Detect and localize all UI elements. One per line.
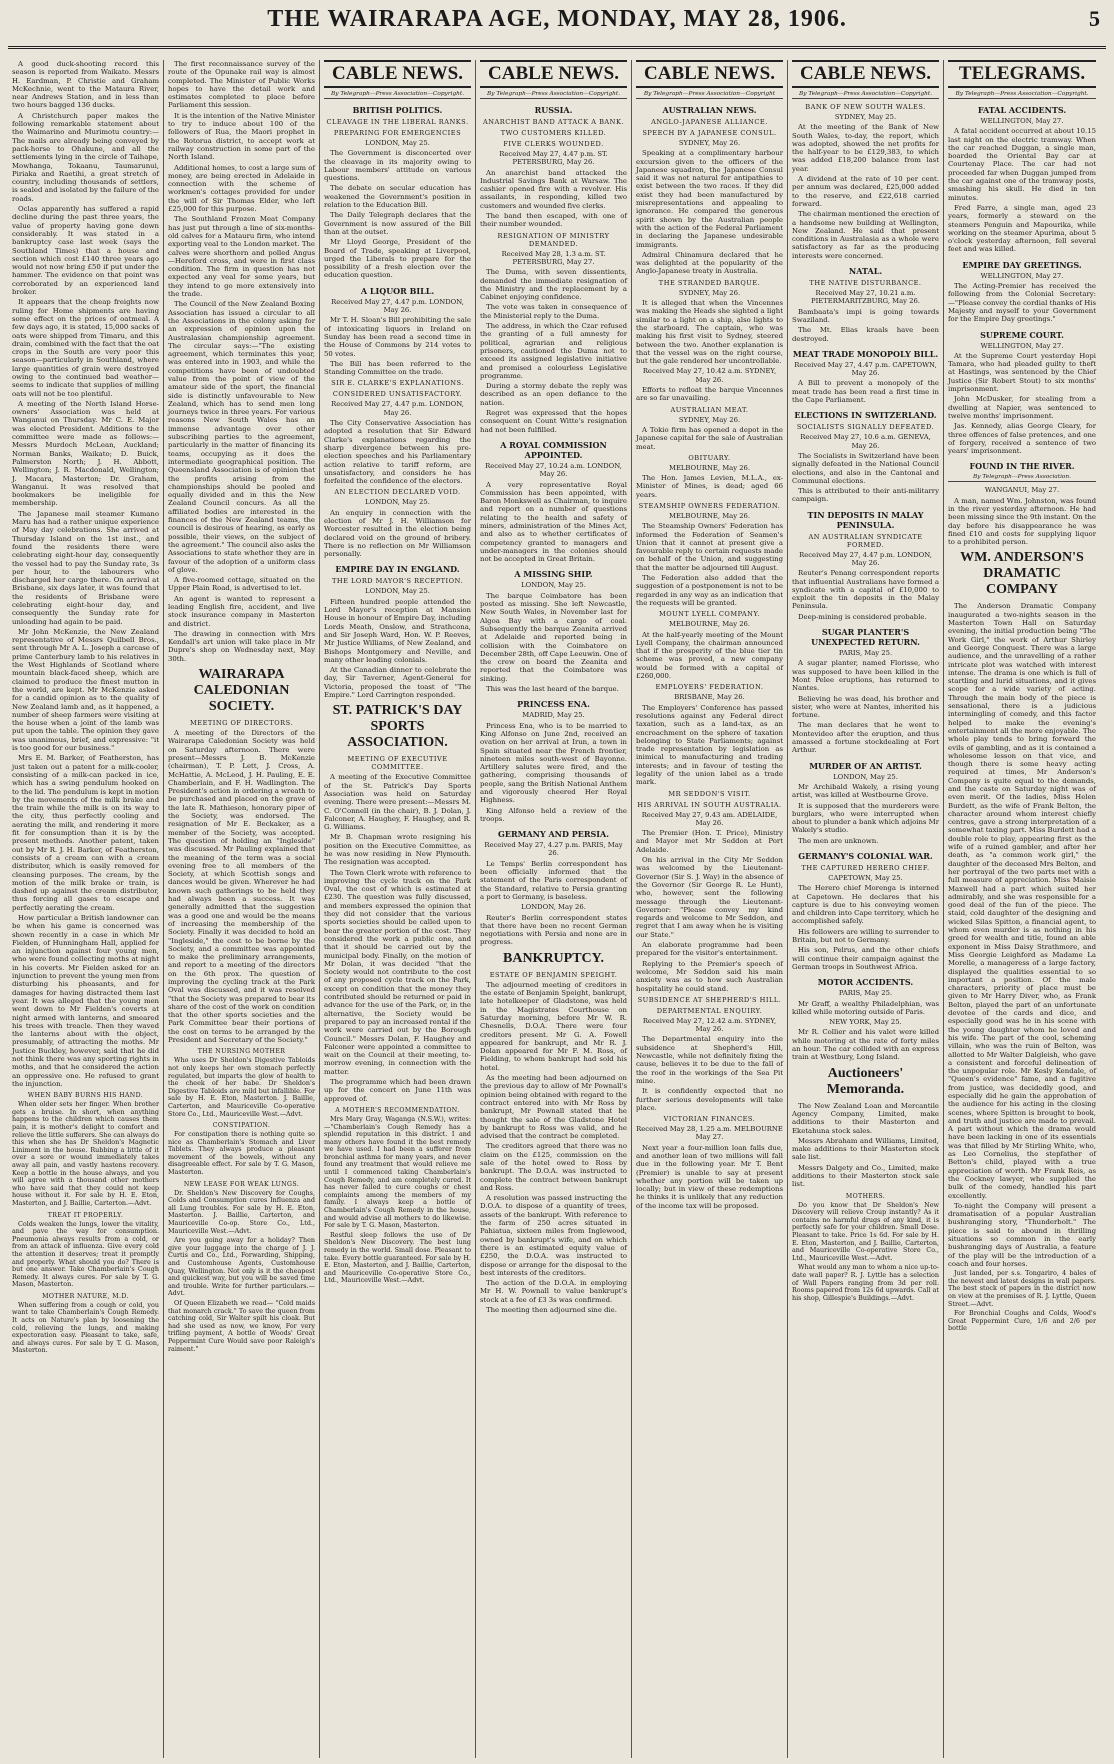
section-heading: AUSTRALIAN NEWS. [662,105,757,115]
paragraph: The Government is disconcerted over the cleavage in its majority owing to Labour members' attitude on various questions. [324,149,471,183]
column-banner: TELEGRAMS. [948,60,1096,88]
paragraph: The Daily Telegraph declares that the Government is now assured of the Bill than at the outset. [324,211,471,236]
dateline: SYDNEY, May 26. [678,288,741,297]
paragraph: The Acting-Premier has received the following from the Colonial Secretary:—"Please convey the cordial thanks of His Majesty and myself to your Government for the Empire Day greetings." [948,282,1096,324]
paragraph: A sugar planter, named Florisse, who was supposed to have been killed in the Mont Pelee eruptions, has returned to Nantes. [792,659,939,693]
paragraph: Efforts to refloat the barque Vincennes are so far unavailing. [636,386,783,403]
column-banner: CABLE NEWS. [792,60,939,88]
paragraph: The Employers' Conference has passed resolutions against any Federal direct taxation, such as a land-tax, as an encroachment on the sphere of taxation belonging to State Parliaments; against trade representation by legislation as inimical to manufacturing and trading interests; and in favour of testing the legality of the union label as a trade mark. [636,703,783,787]
paragraph: The Premier (Hon. T. Price), Ministry and Mayor met Mr Seddon at Port Adelaide. [636,829,783,854]
section-heading: EMPIRE DAY GREETINGS. [962,259,1082,270]
paragraph: A Tokio firm has opened a depot in the Japanese capital for the sale of Australian meat. [636,425,783,451]
paragraph: An enquiry in connection with the election of Mr J. H. Williamson for Worcester resulted in the election being declared void on the ground of bribery. There is no reflection on Mr Williamson personally. [324,508,471,559]
column-2 [164,60,320,1758]
advertisement-heading: A MOTHER'S RECOMMENDATION. [335,1106,460,1114]
dateline: PARIS, May 25. [838,989,893,998]
paragraph: Mr B. Chapman wrote resigning his position on the Executive Committee, as he was now residing in New Plymouth. The resignation was accepted. [324,833,471,867]
paragraph: The first reconnaissance survey of the route of the Opunake rail way is almost completed. The Minister of Public Works hopes to have the detail work and estimates completed to place before Parliament this session. [168,60,315,110]
paragraph: A Christchurch paper makes the following remarkable statement about the Waimarino and Murimotu country:—The mails are already being conveyed by pack-horse to Ohakune, and all the settlements lying in the circle of Taihape, Mowhanga, Tokaanu, Taumarunui, Piriaka and Raetihi, a great stretch of country, including thousands of settlers, is sealed and isolated by the failure of the roads. [12,111,159,203]
paragraph: Mr Graff, a wealthy Philadelphian, was killed while motoring outside of Paris. [792,999,939,1016]
paragraph: The debate on secular education has weakened the Government's position in relation to the Education Bill. [324,184,471,210]
subheading: THE NATIVE DISTURBANCE. [809,279,922,288]
article-headline: WM. ANDERSON'S DRAMATIC COMPANY [960,550,1084,598]
section-heading: MURDER OF AN ARTIST. [809,760,922,771]
advertisement-text: Colds weaken the lungs, lower the vitality, and pave the way for consumption. Pneumonia always results from a cold, or from an attack of influenza. Give every cold the attention it deserves; treat it promptly and properly. What should you do? There is but one answer. Take Chamberlain's Cough Remedy. It always cures. For sale by T. G. Mason, Masterton. [12,1219,159,1289]
paragraph: Messrs Dalgety and Co., Limited, make additions to their Masterton stock sale list. [792,1163,939,1189]
paragraph: An agent is wanted to represent a leading English fire, accident, and live stock insurance company in Masterton and district. [168,594,315,628]
advertisement-text: When suffering from a cough or cold, you want to take Chamberlain's Cough Remedy. It acts on Nature's plan by loosening the cold, relieving the lungs, and making expectoration easy. Pleasant to take, safe, and always cures. For sale by T. G. Mason, Masterton. [12,1300,159,1355]
page-number: 5 [1089,6,1100,31]
paragraph: At the Supreme Court yesterday Hopi Tamara, who had pleaded guilty to theft at Hastings, was sentenced by the Chief Justice (Sir Robert Stout) to six months' imprisonment. [948,351,1096,394]
dateline: Received May 27, 4.47 p.m. CAPETOWN, May 26. [794,360,937,378]
column-banner: CABLE NEWS. [636,60,783,88]
paragraph: The programme which had been drawn up for the concert on June 11th was approved of. [324,1078,471,1103]
section-heading: RUSSIA. [534,105,573,115]
advertisement-text: Of Queen Elizabeth we read— "Cold maids that monarch crack." To save the queen from catching cold, Sir Walter spilt his cloak. But had she used as now, we know, For very trifling payment, A bottle of Woods' Great Peppermint Cure Would save poor Raleigh's raiment." [168,1298,315,1353]
paragraph: To-night the Company will present a dramatisation of a popular Australian bushranging story, "Thunderbolt." The piece is said to abound in thrilling situations so common in the early bushranging days of Australia, a feature of the play will be the introduction of a coach and four horses. [948,1201,1096,1268]
advertisement-heading: THE NURSING MOTHER [197,1048,286,1056]
paragraph: The Japanese mail steamer Kumano Maru has had a rather unique experience of May day celebrations. She arrived at Thursday Island on the 1st inst., and found the residents there were celebrating eight-hour day, consequently the vessel had to pay the Sunday rate, 3s per hour, to the labourers who discharged her cargo there. On arrival at Brisbane, six days later, it was found that the residents of Brisbane were celebrating eight-hour day, and consequently the Sunday rate for unloading had again to be paid. [12,509,159,626]
paragraph: Fred Farre, a single man, aged 23 years, formerly a steward on the steamers Penguin and Mapourika, while working on the steamer Apurima, about 5 o'clock yesterday afternoon, fell several feet and was killed. [948,203,1096,254]
dateline: SYDNEY, May 26. [678,415,741,424]
subheading: THE LORD MAYOR'S RECEPTION. [331,577,463,586]
paragraph: The Mt. Elias kraals have been destroyed. [792,326,939,343]
subheading: HIS ARRIVAL IN SOUTH AUSTRALIA. [637,800,782,809]
dateline: Received May 27, 9.43 am. ADELAIDE, May 26. [641,810,778,827]
paragraph: On his arrival in the City Mr Seddon was welcomed by the Lieutenant-Governor (Sir S. J. Way) in the absence of the Governor (Sir George R. Le Hunt), who, however, sent the following message through the Lieutenant-Governor: "Please convey my kind regards and welcome to Mr Seddon, and regret that I am away when he is visiting our State." [636,856,783,939]
dateline: WELLINGTON, May 27. [980,117,1064,125]
article-headline: WAIRARAPA CALEDONIAN SOCIETY. [193,667,290,715]
column-4 [476,60,632,1758]
dateline: LONDON, May 25. [365,139,430,147]
dateline: PARIS, May 25. [838,649,893,658]
subheading: THE CAPTURED HERERO CHIEF. [801,864,930,872]
dateline: LONDON, May 25. [365,498,430,507]
paragraph: It is alleged that when the Vincennes was making the Heads she sighted a light similar to a light on a ship, also lights to the starboard. The captain, who was making his first visit to Sydney, steered between the two. Another explanation is that the vessel was on the right course, but the gale rendered her uncontrollable. [636,299,783,366]
subheading: ANARCHIST BAND ATTACK A BANK. [483,118,624,126]
subheading: VICTORIAN FINANCES. [663,1115,756,1124]
subheading: BANK OF NEW SOUTH WALES. [805,103,926,111]
dateline: Received May 27, 4.27 p.m. PARIS, May 26. [484,841,623,858]
paragraph: Princess Ena, who is to be married to King Alfonso on June 2nd, received an ovation on her arrival at Irun, a town in Spain situated near the French frontier, nineteen miles south-west of Bayonne. Artillery salutes were fired, and the gathering, comprising thousands of people, sang the British National Anthem and vigorously cheered Her Royal Highness. [480,721,627,805]
column-5 [632,60,788,1758]
subheading: FIVE CLERKS WOUNDED. [503,140,604,148]
dateline: LONDON, May 26. [521,903,586,912]
paragraph: The Southland Frozen Meat Company has just put through a line of six-months-old calves for a Matauru firm, who intend exporting veal to the London market. The calves were shorthorn and polled Angus—Hereford cross, and were in first class condition. The firm in question has not expected any veal for some years, but they intend to go more extensively into the trade. [168,215,315,299]
dateline: LONDON, May 25. [365,587,430,596]
section-heading: ELECTIONS IN SWITZERLAND. [794,410,937,421]
paragraph: How particular a British landowner can be when his game is concerned was shown recently in a case in which Mr Fielden, of Hunningham Hall, applied for an injunction against four young men, who were found collecting moths at night in his coverts. Mr Fielden asked for an injunction to prevent the young men from disturbing his pheasants, and for damages for having distracted them last year. It was alleged that the young men went down to Mr Fielden's coverts at night armed with lanterns, and smeared his trees with treacle. Then they waved the lanterns about with the object, presumably, of attracting the moths. Mr Justice Buckley, however, said that he did not think there was any sporting rights in moths, and that he considered the action an oppressive one. He refused to grant the injunction. [12,913,159,1088]
paragraph: The Council of the New Zealand Boxing Association has issued a circular to all the Associations in the colony asking for an expression of opinion upon the Australasian championship agreement. The circular says:—"The existing agreement, which terminates this year, was entered into in 1903, and while the competitions have been of undoubted value from the point of view of the amateur side of the sport, the financial side is distinctly unfavourable to New Zealand, which has to send men long journeys twice in three years. For various reasons New South Wales has an immense advantage over other subscribing parties to the agreement, particularly in the matter of financing its teams, occupying as it does the intermediate geographical position. The Queensland Association is of opinion that the profits arising from the championships should be pooled and equally divided and in this the New Zealand Council concurs. As all the affiliated bodies are interested in the finances of the New Zealand teams, the council is desirous of hearing, as early as possible, their views, on the subject of the agreement." The council also asks the Associations to state whether they are in favour of the adoption of a uniform class of glove. [168,300,315,574]
byline: By Telegraph—Press Association. [948,473,1096,482]
subheading: STEAMSHIP OWNERS FEDERATION. [638,501,781,510]
paragraph: The man declares that he went to Montevideo after the eruption, and thus amassed a fortune stockdealing at Fort Arthur. [792,721,939,755]
subheading: AN AUSTRALIAN SYNDICATE FORMED. [808,532,923,549]
advertisement-text: For constipation there is nothing quite so nice as Chamberlain's Stomach and Liver Tablets. They always produce a pleasant movement of the bowels, without any disagreeable effect. For sale by T. G. Mason, Masterton. [168,1130,315,1177]
subheading: SOCIALISTS SIGNALLY DEFEATED. [796,423,935,432]
paragraph: A very representative Royal Commission has been appointed, with Baron Monkswell as Chairman, to inquire and report on a number of questions relating to the health and safety of miners, administration of the Mines Act, and also as to whether certificates of competency granted to managers and under-managers in the colonies should not be accepted in Great Britain. [480,480,627,564]
advertisement-text: Do you know that Dr Sheldon's New Discovery will relieve Croup instantly? As it contains no harmful drugs of any kind, it is perfectly safe for your children. Small Dose. Pleasant to take. Price 1s 6d. For sale by H. E. Eton, Masterton, and J. Baillie, Carterton, and Mauriceville Co-operative Store Co., Ltd., Mauriceville West.—Advt. [792,1200,939,1262]
paragraph: Oclas apparently has suffered a rapid decline during the past three years, the value of property having gone down considerably. It was stated in a bankruptcy case last week (says the Southland Times) that a house and section which cost £140 three years ago would not now bring £50 if put under the hammer. The evidence on that point was corroborated by an experienced land broker. [12,205,159,297]
paragraph: The meeting then adjourned sine die. [486,1306,617,1315]
subheading: SUBSIDENCE AT SHEPHERD'S HILL. [637,995,782,1004]
paragraph: An anarchist band attacked the Industrial Savings Bank at Warsaw. The cashier opened fire with a revolver. His assailants, in responding, killed two customers and wounded five clerks. [480,168,627,210]
paragraph: The drawing in connection with Mrs Kendall's art union will take place in Mr Dupre's shop on Wednesday next, May 30th. [168,629,315,663]
dateline: LONDON, May 25. [833,772,898,781]
paragraph: A dividend at the rate of 10 per cent. per annum was declared, £25,000 added to the reserve, and £22,618 carried forward. [792,175,939,208]
paragraph: A meeting of the Executive Committee of the St. Patrick's Day Sports Association was held on Saturday evening. There were present:—Messrs M. C. O'Connell (in the chair), B. J. Dolan, J. Falconer, A. Haughey, F. Haughey, and R. G. Williams. [324,773,471,832]
subheading: AN ELECTION DECLARED VOID. [334,488,461,497]
dateline: WELLINGTON, May 27. [980,271,1064,280]
dateline: NEW YORK, May 25. [829,1018,902,1027]
subheading: TWO CUSTOMERS KILLED. [500,129,607,137]
byline: By Telegraph—Press Association—Copyright. [792,90,939,99]
paragraph: The chairman mentioned the erection of a handsome new building at Wellington, New Zealand. He said that present conditions in Australasia as a whole were satisfactory as far as the producing interests were concerned. [792,210,939,260]
paragraph: The vote was taken in consequence of the Ministerial reply to the Duma. [480,303,627,320]
advertisement-text: Just landed, per s.s. Tongariro, 4 bales of the newest and latest designs in wall papers. The best stock of papers in the district now on view at the premises of R. J. Lyttle, Queen Street.—Advt. [948,1269,1096,1308]
paragraph: At the half-yearly meeting of the Mount Lyell Company, the chairman announced that if the prosperity of the blue tier tin scheme was proved, a new company would be formed with a capital of £260,000. [636,630,783,681]
dateline: Received May 27, 10.24 a.m. LONDON, May 26. [485,461,622,479]
advertisement-text: For Bronchial Coughs and Colds, Wood's Great Peppermint Cure, 1/6 and 2/6 per bottle [948,1309,1096,1333]
paragraph: The barque Coimbatore has been posted as missing. She left Newcastle, New South Wales, in November last for Algoa Bay with a cargo of coal. Subsequently the barque Zeanita arrived at Adelaide and reported being in collision with the Coimbatore on December 28th, off Cape Leeuwin. One of the crew on board the Zeanita and reported that the Coimbatore was sinking. [480,591,627,683]
dateline: LONDON, May 25. [521,581,586,590]
paragraph: The men are unknown. [798,836,879,845]
paragraph: King Alfonso held a review of the troops. [480,806,627,823]
subheading: DEPARTMENTAL ENQUIRY. [656,1006,763,1015]
section-heading: SUGAR PLANTER'S UNEXPECTED RETURN. [811,627,920,648]
paragraph: At the Canadian dinner to celebrate the day, Sir Taverner, Agent-General for Victoria, proposed the toast of "The Empire." Lord Carrington responded. [324,666,471,700]
advertisement-text: Mrs Mary Gray, Waganga (N.S.W.), writes:—"Chamberlain's Cough Remedy has a splendid reputation in this district. I and many others have found it the best remedy we have used. I had been a sufferer from bronchial asthma for many years, and never found any treatment that would relieve me until I commenced taking Chamberlain's Cough Remedy, and am completely cured. It has never failed to cure coughs or chest complaints among the members of my family. I always keep a bottle of Chamberlain's Cough Remedy in the house, and would advise all mothers to do likewise. For sale by T. G. Mason, Masterton. [324,1114,471,1230]
section-heading: BRITISH POLITICS. [352,105,443,115]
column-7 [944,60,1100,1758]
section-heading: GERMANY'S COLONIAL WAR. [798,851,933,861]
paragraph: Replying to the Premier's speech of welcome, Mr Seddon said his main anxiety was as to how such Australian hospitality he could stand. [636,959,783,993]
dateline: Received May 27, 10.42 a.m. SYDNEY, May 26. [642,367,777,384]
paragraph: Le Temps' Berlin correspondent has been officially informed that the statement of the Paris correspondent of the Standard, relative to Persia granting a port to Germany, is baseless. [480,859,627,901]
paragraph: John McDusker, for stealing from a dwelling at Napier, was sentenced to twelve months' imprisonment. [948,395,1096,420]
section-heading: MOTOR ACCIDENTS. [817,977,914,988]
paragraph: Messrs Abraham and Williams, Limited, make additions to their Masterton stock sale list. [792,1136,939,1162]
subheading: PREPARING FOR EMERGENCIES [333,129,462,137]
paragraph: A fatal accident occurred at about 10.15 last night on the electric tramway. When the car reached Duggan, a single man, boarded the Oriental Bay car at Courtenay Place. The car had not proceeded far when Duggan jumped from the car against one of the tramway posts, smashing his skull. He died in ten minutes. [948,127,1096,202]
advertisement-heading: CONSTIPATION. [212,1122,271,1130]
advertisement-heading: MOTHER NATURE, M.D. [42,1292,129,1300]
dateline: BRISBANE, May 26. [674,693,745,702]
paragraph: Jas. Kennedy, alias George Cleary, for three offences of false pretences, and one of forgery, received a sentence of two years' imprisonment. [948,422,1096,456]
dateline: MELBOURNE, May 26. [668,463,751,472]
column-1 [8,60,164,1758]
paragraph: The Duma, with seven dissentients, demanded the immediate resignation of the Ministry and the replacement by a Cabinet enjoying confidence. [480,268,627,302]
paragraph: During a stormy debate the reply was described as an open defiance to the nation. [480,382,627,407]
paragraph: It is supposed that the murderers were burglars, who were interrupted when about to plunder a bank which adjoins Mr Wakely's studio. [792,801,939,835]
dateline: Received May 27, 4.47 p.m. LONDON, May 26. [799,550,932,567]
paragraph: Regret was expressed that the hopes consequent on Count Witte's resignation had not been fulfilled. [480,409,627,434]
paragraph: Mr Lloyd George, President of the Board of Trade, speaking at Liverpool, urged the Liberals to prepare for the possibility of a fresh election over the education question. [324,238,471,280]
paragraph: Mr R. Collier and his valet were killed while motoring at the rate of forty miles an hour. The car collided with an express train at Westbury, Long Island. [792,1028,939,1062]
dateline: Received May 27, 10.21 a.m. PIETERMARITZBURG, May 26. [811,289,920,306]
subheading: OBITUARY. [688,453,731,462]
paragraph: The Federation also added that the suggestion of a postponement is not to be regarded in any way as an indication that the requests will be granted. [636,574,783,607]
paragraph: The adjourned meeting of creditors in the estate of Benjamin Speight, bankrupt, late hotelkeeper of Gladstone, was held in the Magistrates Courthouse on Saturday morning, before Mr W. R. Chesnells, D.O.A. There were four creditors present. Mr G. A. Fowell appeared for bankrupt, and Mr R. J. Dolan appeared for Mr F. M. Ross, of Fielding, to whom bankrupt had sold his hotel. [480,980,627,1072]
paragraph: The Steamship Owners' Federation has informed the Federation of Seamen's Union that it cannot at present give a favourable reply to certain requests made on behalf of the Union, and suggesting that the matter be adjourned till August. [636,522,784,572]
paragraph: Next year a four-million loan falls due, and another loan of two millions will fall due in the following year. Mr T. Bent (Premier) is unable to say at present whether any portion will be taken up locally; but in view of these redemptions he thinks it is unlikely that any reduction of the income tax will be proposed. [636,1143,783,1210]
dateline: MADRID, May 25. [522,711,585,720]
article-headline: ST. PATRICK'S DAY SPORTS ASSOCIATION. [332,703,463,751]
paragraph: The Departmental enquiry into the subsidence at Shepherd's Hill, Newcastle, while not definitely fixing the cause, believes it to be due to the fall of the roof in the workings of the Sea Pit mine. [636,1035,783,1085]
paragraph: Mr Archibald Wakely, a rising young artist, was killed at Westbourne Grove. [792,782,939,800]
section-heading: PRINCESS ENA. [517,699,590,710]
dateline: Received May 27, 10.6 a.m. GENEVA, May 26. [800,433,931,450]
dateline: SYDNEY, May 26. [678,139,741,147]
paragraph: His followers are willing to surrender to Britain, but not to Germany. [792,927,939,945]
advertisement-text: What would any man to whom a nice up-to-date wall paper? R. J. Lyttle has a selection of Wall Papers ranging from 3d per roll. Rooms papered from 12s 6d upwards. Call at his shop, Gillespie's Buildings.—Advt. [792,1263,939,1302]
dateline: Received May 27, 4.47 p.m. LONDON, May 26. [331,400,464,417]
section-heading: FATAL ACCIDENTS. [977,105,1067,115]
section-heading: FOUND IN THE RIVER. [969,461,1075,472]
advertisement-text: Restful sleep follows the use of Dr Sheldon's New Discovery. The best lung remedy in the world. Small dose. Pleasant to take. Every bottle guaranteed. For sale by H. E. Eton, Masterton, and J. Baillie, Carterton, and Mauriceville Co-operative Store Co., Ltd., Mauriceville West.—Advt. [324,1230,471,1285]
paragraph: It is the intention of the Native Minister to try to induce about 100 of the followers of Rua, the Maori prophet in the Rotorua district, to accept work at railway construction in some part of the North Island. [168,111,315,162]
subheading: MR SEDDON'S VISIT. [668,789,751,798]
paragraph: It is confidently expected that no further serious developments will take place. [636,1087,783,1112]
paragraph: Admiral Chinamura declared that he was delighted at the popularity of the Anglo-Japanese treaty in Australia. [636,250,783,276]
section-heading: A ROYAL COMMISSION APPOINTED. [500,439,607,460]
dateline: MELBOURNE, May 26. [668,620,751,629]
paragraph: A meeting of the Directors of the Wairarapa Caledonian Society was held on Saturday afternoon. There were present—Messrs J. B. McKenzie (chairman), T. P. Lett, J. Cross, A. McHattie, A. McLeod, J. H. Pauling, E. E. Chamberlain, and F. H. Wadlington. The President's action in ordering a wreath to be purchased and placed on the grave of the late R. Mathieson, honorary piper of the Society, was endorsed. The resignation of Mr E. Beckaker, as a member of the Society, was accepted. The question of holding an "Ingleside" was discussed. Mr Pauling explained that the meaning of the term was a social evening free to all members of the Society, at which Scottish songs and dances would be given. Wherever he had known such gatherings to be held they had always been a success. It was generally admitted that the suggestion was a good one and would be the means of increasing the membership of the Society. Finally it was decided to hold an "Ingleside," the cost to be borne by the Society, and a committee was appointed to make the preliminary arrangements, and report to a meeting of the directors on the 6th prox. The question of improving the cycling track at the Park Oval was discussed, and it was resolved "that the Society was prepared to bear its share of the cost of the work on condition that the other sports societies and the Park Committee bear their portions of the cost on terms to be arranged by the President and Secretary of the Society." [168,729,315,1045]
byline: By Telegraph—Press Association—Copyright [636,90,783,99]
paragraph: Reuter's Berlin correspondent states that there have been no recent German negotiations with Persia and none are in progress. [480,913,627,947]
paragraph: The Anderson Dramatic Company inaugurated a two-nights season in the Masterton Town Hall on Saturday evening, the initial production being "The Work Girl," the work of Arthur Shirley and George Conquest. There was a large audience, and the unravelling of a rather intricate plot was watched with interest intense. The drama is one which is full of startling and lurid situations, and it gives scope for a wide variety of acting. Through the main body of the piece is sensational, there is a judicious intermingling of comedy, and this factor helped to make the evening's entertainment all the more enjoyable. The whole play tends to bring forward the evils of gambling, and as it is contained a wholesome lesson on that vice, and though there is some heavy acting required at times, Mr Anderson's Company is quite equal to the demands, and the caste on Saturday night was of even merit. Of the ladies, Miss Helen Burdett, as the wife of Frank Belton, the character around whom interest chiefly centres, gave a strong interpretation of a somewhat taxing part. Miss Burdett had a double role to play, appearing first as the wife of a ruined gambler, and after her death, as "a common work girl," the daughter of the deceased Mrs Belton, and her portrayal of the two parts met with a full measure of appreciation. Miss Maisie Maxwell had a part which suited her admirably, and she was responsible for a good deal of the fun of the piece. The staid, cold daughter of the designing and wicked Silas Spitton, a financial agent, to whom even murder is as nothing in his greed for wealth and title, found an able exponent in Miss Daisy Strathmore, and Miss Georgie Leighford as Madame La Morelle, a manageress of a large factory, displayed the qualities essential to so important a position. Of the male characters, priority of place must be given to Mr Harry Diver, who, as Frank Belton, played the part of an unfortunate devotee of the cards and dice, and especially good was he in his scene with the young daughter whom he loved and his wife. The part of the cool, scheming villain, who was the ruin of Belton, was allotted to Mr Walter Dalgleish, who gave a consistent and forceful delineation of the unpopular role. Mr Kesly Kendale, of "Queen's evidence" fame, and a fugitive from justice, was decidedly good, and especially did he gain the approbation of the audience for his acting in the closing scenes, where Spitton is brought to book, and truth and justice are made to prevail. A part without which the drama would have been lacking in one of its essentials was that filled by Mr Stirling White, who, as Leo Cornelius, the stepfather of Betton's child, played with a true appreciation of worth. Mr Frank Reis, as the Cockney lawyer, who supplied the bulk of the comedy, handled his part excellently. [948,602,1096,1200]
paragraph: The creditors agreed that there was no claim on the £125, commission on the sale of the hotel owed to Ross by bankrupt. The D.O.A. was instructed to complete the contract between bankrupt and Ross. [480,1142,627,1192]
section-heading: TIN DEPOSITS IN MALAY PENINSULA. [807,509,924,530]
subheading: AUSTRALIAN MEAT. [670,405,749,414]
column-6 [788,60,944,1758]
dateline: Received May 27, 4.47 p.m. LONDON, May 26. [331,297,464,315]
dateline: WELLINGTON, May 27. [980,341,1064,350]
advertisement-text: Dr. Sheldon's New Discovery for Coughs, Colds and Consumption cures Influenza and all Lung troubles. For sale by H. E. Eton, Masterton. J. Baillie, Carterton, and Mauriceville Co-op. Store Co., Ltd., Mauriceville West.—Advt. [168,1188,315,1235]
dateline: Received May 28, 1.3 a.m. ST. PETERSBURG, May 27. [501,249,606,266]
paragraph: The New Zealand Loan and Mercantile Agency Company, Limited, make additions to their Masterton and Eketahuna stock sales. [792,1101,939,1135]
advertisement-text: Who uses Dr Sheldon's Digestive Tabloids not only keeps her own stomach perfectly regulated, but imparts the glow of health to the cheek of her babe. Dr Sheldon's Digestive Tabloids are mild but infallible. For sale by H. E. Eton, Masterton. J. Baillie, Carterton, and Mauriceville Co-operative Store Co., Ltd., Mauriceville West.—Advt. [168,1056,315,1118]
paragraph: Bambaata's impi is going towards Swaziland. [792,307,939,324]
advertisement-heading: NEW LEASE FOR WEAK LUNGS. [183,1180,300,1188]
subheading: ESTATE OF BENJAMIN SPEIGHT. [489,970,618,979]
dateline: CAPETOWN, May 25. [828,874,903,882]
column-3 [320,60,476,1758]
subheading: THE STRANDED BARQUE. [658,278,761,287]
masthead-rule [8,46,1106,49]
paragraph: As the meeting had been adjourned on the previous day to allow of Mr Pownall's opinion being obtained with regard to the contract entered into with Mr Ross by bankrupt, Mr Pownall stated that he thought the sale of the Gladstone Hotel by bankrupt to Ross was valid, and he advised that the contract be completed. [480,1074,627,1141]
byline: By Telegraph—Press Association—Copyright. [324,90,471,99]
section-heading: A MISSING SHIP. [514,569,593,580]
paragraph: The Herero chief Morenga is interned at Capetown. He declares that his capture is due to his conveying women and children into Cape territory, which he accomplished safely. [792,884,939,926]
section-heading: MEAT TRADE MONOPOLY BILL. [792,348,939,359]
paragraph: Mr John McKenzie, the New Zealand representative of Messrs Quilbell Bros., sent through Mr A. L. Joseph a carcase of prime Canterbury lamb to his relatives in the West Highlands of Scotland where mountain black-faced sheep, which are claimed to produce the finest mutton in the world, are kept. Mr McKenzie asked for a candid opinion as to the quality of New Zealand lamb and, as it happened, a number of sheep farmers were visiting at the house when a joint of the lamb was put upon the table. The opinion they gave was unanimous, brief, and expressive: "it is too good for our business." [12,627,159,753]
paragraph: A man, named Wm. Johnston, was found in the river yesterday afternoon. He had been missing since the 9th instant. On the day before his disappearance he was fined £10 and costs for supplying liquor to a prohibited person. [948,496,1097,547]
paragraph: Reuter's Penang correspondent reports that influential Australians have formed a syndicate with a capital of £10,000 to exploit the tin deposits in the Malay Peninsula. [792,569,939,611]
columns [8,60,1106,1758]
subheading: CONSIDERED UNSATISFACTORY. [332,390,463,399]
column-banner: CABLE NEWS. [324,60,471,88]
subheading: MOUNT LYELL COMPANY. [658,610,761,619]
paragraph: The address, in which the Czar refused the granting of a full amnesty for political, agrarian and religious prisoners, cautioned the Duma not to exceed its assigned legislative initiative and promised a colourless Legislative programme. [480,322,627,380]
section-heading: EMPIRE DAY IN ENGLAND. [335,564,460,575]
section-heading: SUPREME COURT. [980,329,1064,340]
paragraph: It appears that the cheap freights now ruling for Home shipments are having some effect on the prices of oatmeal. A few days ago, it is stated, 15,000 sacks of oats were shipped from Timaru, and this drain, combined with the fact that the oat crops in the South are very poor this season—particularly in Southland, where large quantities of grain were destroyed owing to the continued bad weather—seems to indicate that supplies of milling oats will not be too plentiful. [12,298,159,398]
dateline: MELBOURNE, May 26. [668,511,751,520]
subheading: CLEAVAGE IN THE LIBERAL RANKS. [326,118,469,126]
subheading: SPEECH BY A JAPANESE CONSUL. [642,129,777,137]
paragraph: His son, Pelrus, and the other chiefs will continue their campaign against the German troops in Southwest Africa. [792,946,939,971]
paragraph: Deep-mining is considered probable. [798,612,927,621]
paragraph: This is attributed to their anti-militarry campaign. [792,487,939,504]
subheading: RESIGNATION OF MINISTRY DEMANDED. [497,231,610,248]
advertisement-heading: TREAT IT PROPERLY. [47,1211,124,1219]
paragraph: This was the last heard of the barque. [486,685,619,694]
section-heading: A LIQUOR BILL. [360,285,435,296]
newspaper-title: THE WAIRARAPA AGE, MONDAY, MAY 28, 1906. [267,6,847,32]
paragraph: The Hon. James Levien, M.L.A., ex-Minister of Mines, is dead; aged 66 years. [636,474,783,499]
paragraph: A resolution was passed instructing the D.O.A. to dispose of a quantity of trees, assets of the bankrupt. With reference to the farm of 250 acres situated in Pahiatua, sixteen miles from Inglewood, owned by bankrupt's wife, and on which there is an estimated equity value of £250, the D.O.A. was instructed to dispose or arrange for the disposal to the best interests of the creditors. [480,1194,627,1277]
article-headline: BANKRUPTCY. [503,950,604,966]
masthead [0,0,1114,56]
paragraph: The City Conservative Association has adopted a resolution that Sir Edward Clarke's explanations regarding the sharp divergence between his pre-election speeches and his Parliamentary action relative to tariff reform, are unsatisfactory, and considers he has forfeited the confidence of the electors. [324,419,471,486]
paragraph: A Bill to prevent a monopoly of the meat trade has been read a first time in the Cape Parliament. [792,379,939,405]
dateline: Received May 28, 1.25 a.m. MELBOURNE May 27. [636,1125,783,1142]
paragraph: Believing he was dead, his brother and sister, who were at Nantes, inherited his fortune. [792,694,939,720]
paragraph: Mr T. H. Sloan's Bill prohibiting the sale of intoxicating liquors in Ireland on Sunday has been read a second time in the House of Commons by 214 votes to 50 votes. [324,316,471,358]
section-heading: NATAL. [848,266,883,277]
paragraph: The Socialists in Switzerland have been signally defeated in the National Council elections, and also in the Cantonal and Communal elections. [792,451,939,485]
paragraph: An elaborate programme had been prepared for the visitor's entertainment. [636,941,783,958]
advertisement-text: Are you going away for a holiday? Then give your luggage into the charge of J. J. Curtis and Co., Ltd., Forwarding, Shipping, and Customhouse Agents, Customhouse Quay, Wellington. Not only is it the cheapest and quickest way, but you will be saved time and trouble. Write for further particulars.—Advt. [168,1236,315,1298]
dateline: Received May 27, 4.47 p.m. ST. PETERSBURG, May 26. [499,150,608,167]
subheading: ANGLO-JAPANESE ALLIANCE. [651,118,768,126]
subheading: SIR E. CLARKE'S EXPLANATIONS. [331,379,464,388]
dateline: WANGANUI, May 27. [984,486,1060,495]
paragraph: Additional homes, to cost a large sum of money, are being erected in Adelaide in connection with the scheme of workmen's cottages provided for under the will of Sir Thomas Elder, who left £25,000 for this purpose. [168,163,315,214]
advertisement-heading: WHEN BABY BURNS HIS HAND. [27,1092,144,1100]
paragraph: The band then escaped, with one of their number wounded. [480,212,627,229]
subheading: MEETING OF EXECUTIVE COMMITTEE. [347,755,448,772]
article-headline: Auctioneers' Memoranda. [826,1065,905,1097]
paragraph: Fifteen hundred people attended the Lord Mayor's reception at Mansion House in honour of Empire Day, including Lords Meath, Onslow, and Strathcona, and Sir Joseph Ward, Hon. W. P. Reeves, Mr Justice Williams, of New Zealand, and Bishops Montgomery and Neville, and many other leading colonials. [324,597,471,664]
paragraph: A meeting of the North Island Horse-owners' Association was held at Wanganui on Thursday. Mr C. E. Major was elected President. Additions to the committee were made as follows:—Messrs Murdoch McLean, Auckland; Norman Banks, Waikato; D. Buick, Palmerston North; J. H. Abbott, Wellington; J. R. Macdonald, Wellington; J. Macara, Masterton; Dr. Graham, Wanganui. It was resolved that bookmakers be ineligible for membership. [12,399,159,508]
paragraph: At the meeting of the Bank of New South Wales, to-day, the report, which was adopted, showed the net profits for the half-year to be £129,383, to which was added £18,200 balance from last year. [792,123,939,173]
paragraph: A five-roomed cottage, situated on the Upper Plain Road, is advertised to let. [168,576,315,593]
advertisement-text: When older sets her finger. When brother gets a bruise. In short, when anything happens to the children which causes them pain, it is mother's delight to comfort and relieve the little sufferers. She can always do this when she has Dr Sheldon's Magnetic Liniment in the house. Rubbing a little of it over a sore or wound immediately takes away all pain, and vastly hastens recovery. Keep a bottle in the house always, and you will agree with a thousand other mothers who have said that they could not keep house without it. For sale by H. E. Eton, Masterton, and J. Baillie, Carterton.—Advt. [12,1100,159,1207]
subheading: EMPLOYERS' FEDERATION. [655,683,764,692]
paragraph: Speaking at a complimentary harbour excursion given to the officers of the Japanese squadron, the Japanese Consul said it was not natural for antipathies to exist between the two races. If they did exist they had been manufactured by misrepresentations and appealing to ignorance. He compared the generous spirit shown by the Australian people with the action of the Federal Parliament in declaring the Japanese undesirable immigrants. [636,149,783,249]
column-banner: CABLE NEWS. [480,60,627,88]
dateline: SYDNEY, May 25. [834,113,897,121]
paragraph: The Bill has been referred to the Standing Committee on the trade. [324,359,471,377]
byline: By Telegraph—Press Association—Copyright. [948,90,1096,99]
advertisement-heading: MOTHERS. [845,1192,886,1200]
byline: By Telegraph—Press Association—Copyright. [480,90,627,99]
section-heading: GERMANY AND PERSIA. [498,829,609,840]
paragraph: A good duck-shooting record this season is reported from Waikato. Messrs H. Eardman, P. Christie and Graham McKechnie, went to the Mataura River, near Andrews Station, and in less than two hours bagged 136 ducks. [12,60,159,110]
paragraph: The action of the D.O.A. in employing Mr H. W. Pownall to value bankrupt's stock at a fee of £3 3s was confirmed. [480,1279,627,1304]
subheading: MEETING OF DIRECTORS. [190,719,293,728]
paragraph: Mrs E. M. Barker, of Featherston, has just taken out a patent for a milk-cooler, consisting of a milk-can packed in ice, which has a swing pendulum hooked on to the lid. The pendulum is kept in motion by the movements of the milk brake and the train while the milk is on its way to the city, thus perfectly cooling and aerating the milk, and rendering it more fit for consumption than it is by the present methods. Another patent, taken out by Mr R. J. H. Barker, of Featherston, consists of a cream can with a cream distributor, which is easily removed for cleansing purposes. The cream, by the motion of the milk brake or train, is dashed up against the cream distributor, thus forcing all gases to escape and perfectly aerating the cream. [12,754,159,912]
dateline: Received May 27, 12.42 a.m. SYDNEY, May 26. [642,1016,777,1034]
paragraph: The Town Clerk wrote with reference to improving the cycle track on the Park Oval, the cost of which is estimated at £230. The question was fully discussed, and members expressed the opinion that they did not consider that the various sports societies should be called upon to bear the greater portion of the cost. They considered the work a public one, and that it should be carried out by the municipal body. Finally, on the motion of Mr Dolan, it was decided "that the Society would not contribute to the cost of any proposed cycle track on the Park, except on condition that the money they contributed should be returned or paid in advance for the use of the Park, or, in the alternative, the Society would be prepared to pay an increased rental if the work were carried out by the Borough Council." Messrs Dolan, F. Haughey and Falconer were appointed a committee to wait on the Council at their meeting, to-morrow evening, in connection with the matter. [324,868,471,1076]
